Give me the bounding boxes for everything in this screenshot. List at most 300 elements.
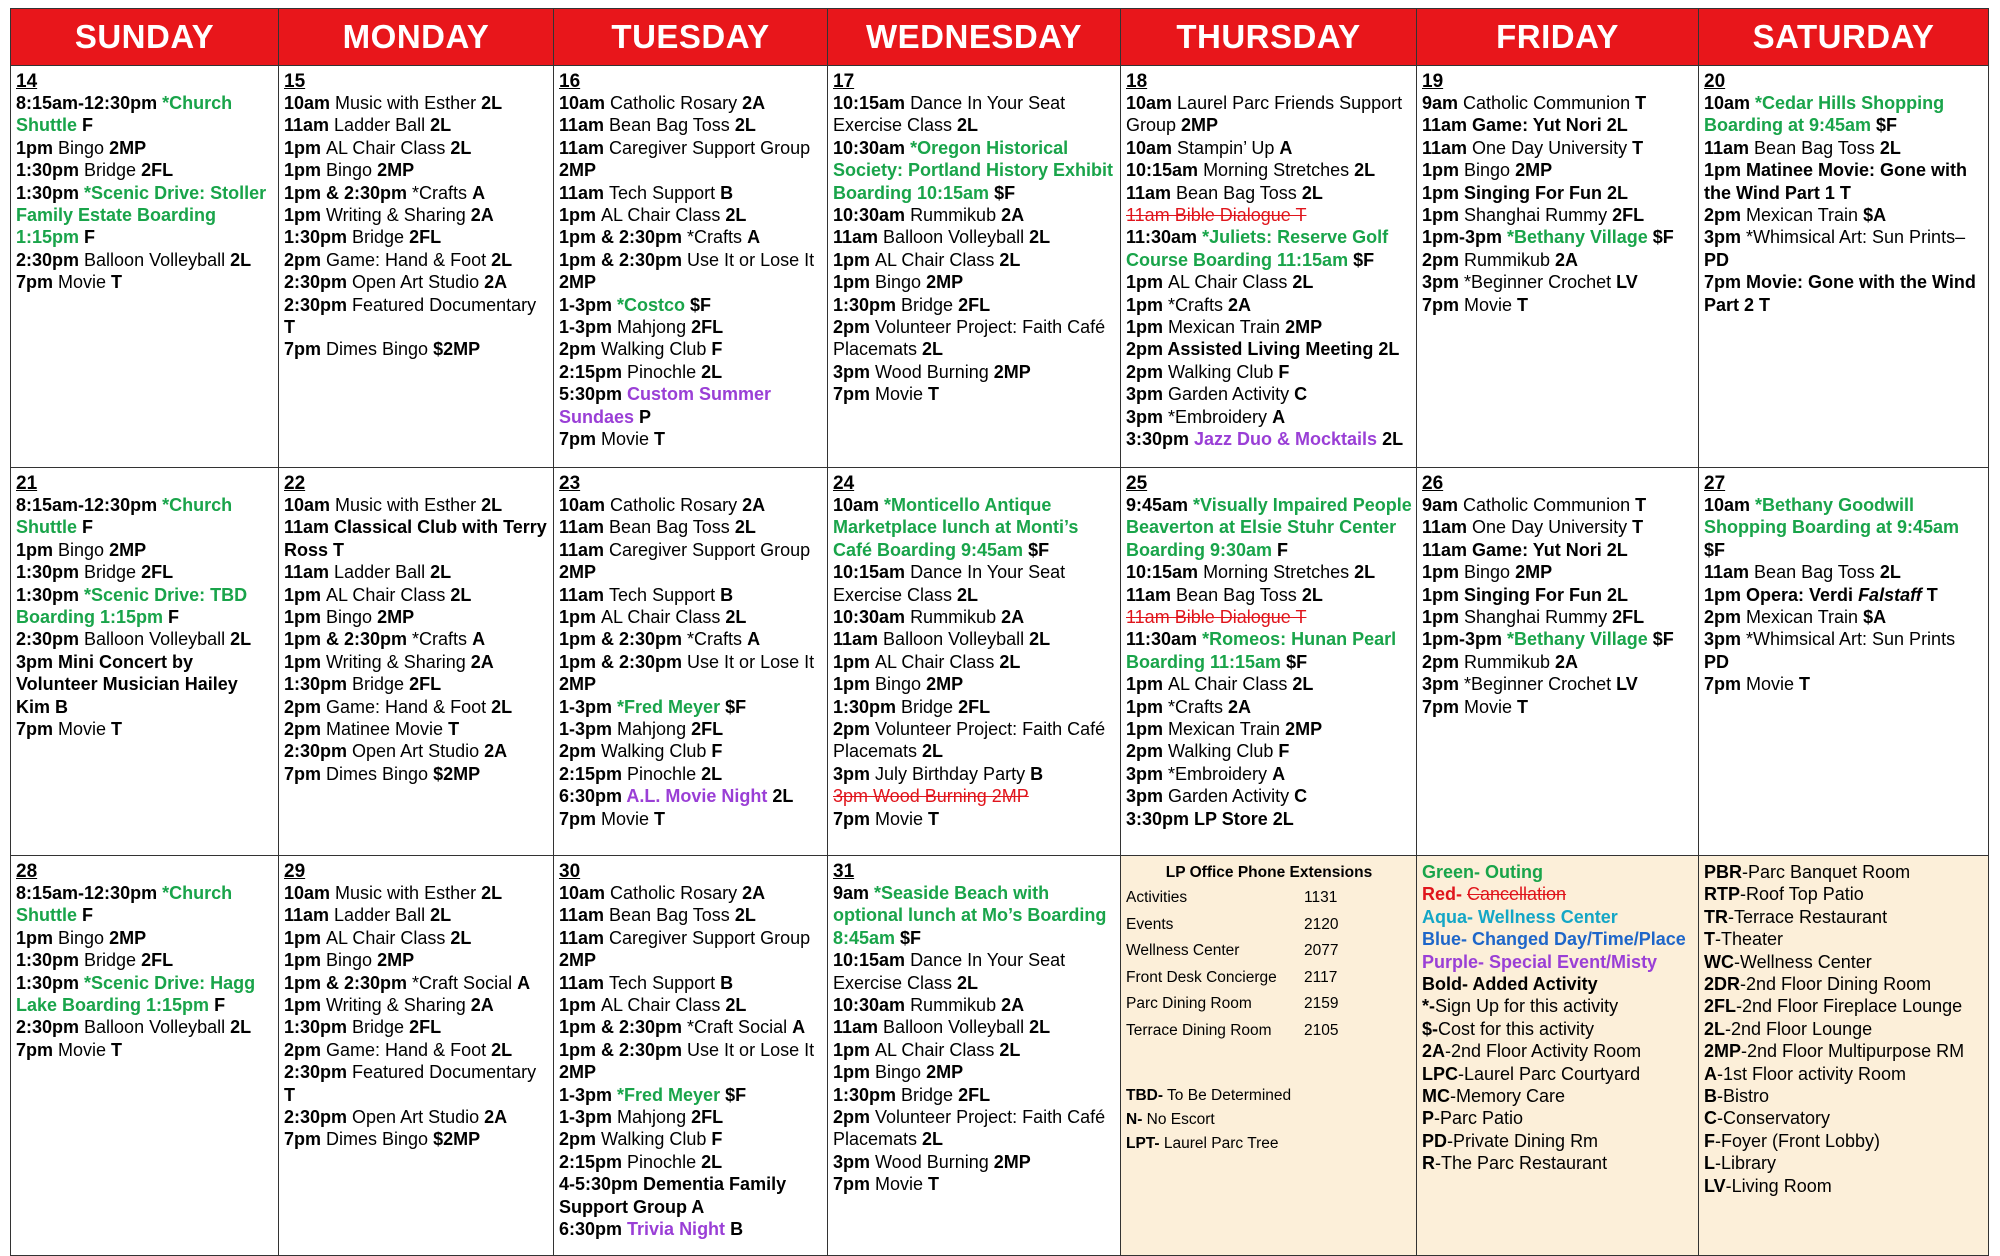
extension-number: 2159: [1304, 995, 1339, 1012]
event-line: [16, 882, 274, 927]
text-segment: 2pm Assisted Living Meeting 2L: [1126, 339, 1400, 360]
text-segment: 1pm: [284, 607, 327, 628]
day-number: 31: [833, 861, 855, 882]
text-segment: *Church Shuttle: [16, 93, 233, 136]
text-segment: 2L: [430, 562, 452, 583]
text-segment: 2MP: [377, 950, 415, 971]
text-segment: Bingo: [875, 1062, 927, 1083]
text-segment: Tech Support: [609, 972, 721, 993]
text-segment: F: [1704, 1130, 1715, 1151]
text-segment: F: [82, 905, 93, 926]
text-segment: Mexican Train: [1746, 205, 1864, 226]
event-line: [1422, 651, 1694, 673]
text-segment: Bingo: [58, 927, 110, 948]
text-segment: Stampin’ Up: [1177, 137, 1280, 158]
text-segment: 1-3pm: [559, 719, 618, 740]
text-segment: Movie: [58, 1039, 112, 1060]
text-segment: 1pm & 2:30pm: [559, 227, 688, 248]
text-segment: T: [111, 719, 123, 740]
text-segment: -2nd Floor Fireplace Lounge: [1736, 996, 1963, 1017]
text-segment: -Private Dining Rm: [1447, 1130, 1599, 1151]
day-cell: [11, 66, 279, 468]
weekday-header-row: [11, 9, 1989, 66]
text-segment: B: [720, 182, 734, 203]
event-line: [559, 994, 823, 1016]
extension-number: 2120: [1304, 915, 1339, 933]
event-line: [284, 696, 549, 718]
text-segment: R: [1422, 1153, 1435, 1174]
event-line: [1126, 584, 1412, 606]
event-line: [284, 927, 549, 949]
event-line: [16, 159, 274, 181]
text-segment: Bingo: [1464, 562, 1516, 583]
event-line: [559, 628, 823, 650]
text-segment: T: [284, 1084, 295, 1105]
text-segment: 2MP: [559, 950, 597, 971]
text-segment: Pinochle: [627, 361, 702, 382]
text-segment: 3pm: [1126, 406, 1169, 427]
color-key-panel: [1417, 856, 1699, 1256]
legend-item: [1422, 1063, 1694, 1085]
header-thursday: THURSDAY: [1121, 9, 1417, 66]
event-line: [1126, 182, 1412, 204]
event-line: [1126, 338, 1412, 360]
extension-name: Front Desk Concierge: [1126, 968, 1277, 986]
text-segment: 2pm: [1422, 651, 1465, 672]
text-segment: 11am: [1704, 137, 1755, 158]
text-segment: 2A: [470, 205, 494, 226]
event-line: [833, 137, 1116, 204]
text-segment: 1pm: [284, 950, 327, 971]
extension-row: [1126, 965, 1412, 992]
event-line: [1422, 294, 1694, 316]
text-segment: -1st Floor activity Room: [1717, 1063, 1907, 1084]
text-segment: 7pm Movie: Gone with the Wind Part 2 T: [1704, 272, 1976, 315]
text-segment: 2L: [450, 137, 472, 158]
text-segment: 1pm: [284, 651, 327, 672]
text-segment: WC: [1704, 951, 1734, 972]
text-segment: F: [711, 1129, 723, 1150]
text-segment: 2FL: [409, 1017, 442, 1038]
text-segment: 11am: [559, 517, 610, 538]
text-segment: 10am: [559, 883, 611, 903]
text-segment: 2MP: [1285, 317, 1323, 338]
event-line: [284, 1106, 549, 1128]
text-segment: 3pm: [1422, 272, 1465, 293]
event-line: [284, 182, 549, 204]
text-segment: 2MP: [109, 927, 147, 948]
text-segment: 1pm & 2:30pm: [559, 1017, 688, 1038]
text-segment: 2L: [1354, 160, 1376, 181]
text-segment: 2L: [481, 495, 503, 515]
text-segment: T: [1635, 495, 1647, 515]
text-segment: 11am: [284, 562, 335, 583]
text-segment: -2nd Floor Lounge: [1725, 1018, 1873, 1039]
legend-item: [1422, 1040, 1694, 1062]
text-segment: *Embroidery: [1168, 406, 1273, 427]
text-segment: F: [1277, 539, 1289, 560]
event-line: [833, 673, 1116, 695]
event-line: [559, 904, 823, 926]
text-segment: 2MP: [1704, 1041, 1742, 1062]
day-cell: [11, 468, 279, 856]
event-line: [16, 494, 274, 539]
text-segment: *Church Shuttle: [16, 883, 233, 926]
text-segment: *Fred Meyer: [617, 1084, 726, 1105]
event-line: [1704, 271, 1984, 316]
text-segment: 8:15am-12:30pm: [16, 93, 163, 113]
event-line: [284, 92, 549, 114]
text-segment: Featured Documentary: [352, 294, 537, 315]
event-line: [559, 1016, 823, 1038]
text-segment: Music with Esther: [335, 495, 482, 515]
text-segment: 2L: [1382, 429, 1404, 450]
text-segment: 2L: [1704, 1018, 1726, 1039]
event-line: [833, 1084, 1116, 1106]
event-line: [16, 584, 274, 629]
text-segment: 2MP: [993, 1151, 1031, 1172]
text-segment: 2MP: [109, 539, 147, 560]
text-segment: 1pm: [1422, 160, 1465, 181]
legend-item: [1422, 973, 1694, 995]
legend-item: [1704, 1085, 1984, 1107]
text-segment: 11am Bible Dialogue T: [1126, 607, 1307, 628]
text-segment: 1:30pm: [284, 227, 353, 248]
text-segment: B: [730, 1219, 744, 1240]
text-segment: Bridge: [352, 674, 410, 695]
text-segment: 7pm: [16, 1039, 59, 1060]
day-number: 18: [1126, 71, 1148, 92]
text-segment: 10:15am: [833, 950, 911, 971]
text-segment: $F: [1028, 539, 1050, 560]
day-number: 25: [1126, 473, 1148, 494]
text-segment: Morning Stretches: [1203, 160, 1355, 181]
event-line: [833, 249, 1116, 271]
text-segment: Bean Bag Toss: [1176, 182, 1302, 203]
day-number: 19: [1422, 71, 1444, 92]
text-segment: 1pm & 2:30pm: [284, 629, 413, 650]
event-line: [1422, 606, 1694, 628]
text-segment: Writing & Sharing: [326, 995, 471, 1016]
event-line: [559, 137, 823, 182]
text-segment: B: [1704, 1086, 1717, 1107]
event-line: [1126, 808, 1412, 830]
text-segment: Bingo: [1464, 160, 1516, 181]
text-segment: 3pm: [1126, 786, 1169, 807]
text-segment: 11:30am: [1126, 227, 1203, 248]
text-segment: 2MP: [559, 272, 597, 293]
text-segment: 3pm Mini Concert by Volunteer Musician Hailey Kim B: [16, 651, 238, 717]
text-segment: Purple- Special Event/Misty: [1422, 951, 1658, 972]
text-segment: F: [84, 227, 96, 248]
event-line: [284, 882, 549, 904]
event-line: [833, 361, 1116, 383]
text-segment: One Day University: [1472, 517, 1633, 538]
event-line: [1422, 114, 1694, 136]
text-segment: 2pm: [833, 1107, 876, 1128]
text-segment: 2L: [725, 205, 747, 226]
text-segment: 2L: [999, 1039, 1021, 1060]
text-segment: Volunteer Project: Faith Café Placemats: [833, 719, 1106, 762]
text-segment: 3pm Wood Burning 2MP: [833, 786, 1029, 807]
text-segment: 2L: [1029, 227, 1051, 248]
text-segment: $F: [1704, 539, 1726, 560]
text-segment: Catholic Communion: [1463, 495, 1636, 515]
text-segment: TR: [1704, 906, 1728, 927]
event-line: [1126, 718, 1412, 740]
text-segment: 7pm: [16, 272, 59, 293]
text-segment: 9am: [1422, 495, 1464, 515]
text-segment: 2L: [999, 651, 1021, 672]
text-segment: 1:30pm: [833, 294, 902, 315]
day-cell: [1121, 66, 1417, 468]
text-segment: 11am: [1126, 584, 1177, 605]
event-line: [284, 338, 549, 360]
text-segment: *Whimsical Art: Sun Prints–: [1746, 227, 1966, 248]
text-segment: 2pm: [1126, 361, 1169, 382]
text-segment: Open Art Studio: [352, 741, 485, 762]
event-line: [1422, 516, 1694, 538]
text-segment: -Living Room: [1725, 1175, 1832, 1196]
event-line: [833, 226, 1116, 248]
text-segment: T: [928, 1174, 940, 1195]
text-segment: 2L: [701, 1151, 723, 1172]
text-segment: LPC: [1422, 1063, 1458, 1084]
text-segment: 11am: [1422, 137, 1473, 158]
event-line: [1126, 92, 1412, 137]
text-segment: 2pm: [284, 719, 327, 740]
text-segment: 2:30pm: [284, 1107, 353, 1128]
event-line: [1704, 606, 1984, 628]
text-segment: 11am Bible Dialogue T: [1126, 205, 1307, 226]
text-segment: T: [654, 429, 666, 450]
text-segment: Wood Burning: [875, 1151, 994, 1172]
event-line: [833, 294, 1116, 316]
text-segment: 2MP: [559, 1062, 597, 1083]
text-segment: Movie: [1464, 294, 1518, 315]
text-segment: 2FL: [958, 696, 991, 717]
text-segment: 8:15am-12:30pm: [16, 883, 163, 903]
text-segment: B: [1030, 763, 1044, 784]
extension-name: Wellness Center: [1126, 942, 1240, 959]
event-line: [284, 740, 549, 762]
abbreviation-list: [1126, 1084, 1412, 1157]
text-segment: 2L: [701, 763, 723, 784]
extension-name: Terrace Dining Room: [1126, 1021, 1272, 1039]
text-segment: Walking Club: [1168, 361, 1279, 382]
text-segment: 2pm: [833, 317, 876, 338]
text-segment: 1-3pm: [559, 317, 618, 338]
event-line: [1422, 204, 1694, 226]
text-segment: -Roof Top Patio: [1740, 884, 1864, 905]
event-line: [559, 584, 823, 606]
text-segment: F: [82, 115, 93, 136]
legend-item: [1704, 861, 1984, 883]
event-line: [559, 294, 823, 316]
text-segment: 2A: [742, 495, 766, 515]
text-segment: 2L: [230, 629, 252, 650]
text-segment: Writing & Sharing: [326, 205, 471, 226]
extension-name: Events: [1126, 915, 1174, 933]
event-line: [833, 204, 1116, 226]
text-segment: 11am: [284, 115, 335, 136]
day-cell: [1699, 468, 1989, 856]
text-segment: T: [1517, 696, 1529, 717]
text-segment: 10am: [559, 495, 611, 515]
text-segment: One Day University: [1472, 137, 1633, 158]
event-line: [833, 383, 1116, 405]
text-segment: C: [1704, 1108, 1717, 1129]
text-segment: 11am: [559, 115, 610, 136]
legend-item: [1704, 995, 1984, 1017]
text-segment: Bridge: [901, 1084, 959, 1105]
text-segment: -Conservatory: [1717, 1108, 1831, 1129]
text-segment: Balloon Volleyball: [84, 1017, 231, 1038]
text-segment: 9am: [833, 883, 875, 903]
text-segment: 2L: [772, 786, 794, 807]
event-line: [1422, 159, 1694, 181]
text-segment: Laurel Parc Friends Support Group: [1126, 93, 1403, 136]
text-segment: 1pm & 2:30pm: [559, 651, 688, 672]
event-line: [1126, 785, 1412, 807]
text-segment: Pinochle: [627, 1151, 702, 1172]
legend-item: [1704, 928, 1984, 950]
text-segment: Jazz Duo & Mocktails: [1194, 429, 1383, 450]
event-line: [1126, 271, 1412, 293]
text-segment: 1-3pm: [559, 1084, 618, 1105]
text-segment: 11am Game: Yut Nori 2L: [1422, 539, 1628, 560]
event-line: [1422, 226, 1694, 248]
text-segment: 1pm: [833, 249, 876, 270]
event-line: [559, 696, 823, 718]
text-segment: 10am: [284, 883, 336, 903]
text-segment: 2MP: [559, 160, 597, 181]
event-line: [1126, 740, 1412, 762]
text-segment: 1pm-3pm: [1422, 629, 1508, 650]
text-segment: 2L: [734, 905, 756, 926]
text-segment: T: [928, 808, 940, 829]
abbreviation-item: [1126, 1084, 1412, 1108]
text-segment: A: [1704, 1063, 1717, 1084]
text-segment: 1pm Opera: Verdi: [1704, 584, 1859, 605]
extension-row: [1126, 938, 1412, 965]
text-segment: Use It or Lose It: [687, 1039, 815, 1060]
text-segment: 1pm: [284, 995, 327, 1016]
text-segment: 3pm: [833, 1151, 876, 1172]
text-segment: Bean Bag Toss: [1176, 584, 1302, 605]
event-line: [1126, 763, 1412, 785]
text-segment: 10:15am: [1126, 160, 1204, 181]
event-line: [559, 361, 823, 383]
text-segment: 1pm: [284, 205, 327, 226]
text-segment: *Scenic Drive: Hagg Lake Boarding 1:15pm: [16, 972, 256, 1016]
text-segment: Walking Club: [1168, 741, 1279, 762]
text-segment: -Parc Patio: [1434, 1108, 1524, 1129]
text-segment: Movie: [601, 808, 655, 829]
text-segment: *Crafts: [687, 629, 748, 650]
event-line: [284, 651, 549, 673]
event-line: [284, 159, 549, 181]
text-segment: 1pm: [1422, 205, 1465, 226]
text-segment: Shanghai Rummy: [1464, 607, 1613, 628]
text-segment: 11am: [833, 227, 884, 248]
text-segment: 2MP: [559, 562, 597, 583]
text-segment: 1pm: [833, 272, 876, 293]
text-segment: Dimes Bingo: [326, 1129, 434, 1150]
text-segment: Shanghai Rummy: [1464, 205, 1613, 226]
text-segment: MC: [1422, 1086, 1450, 1107]
day-cell: [1121, 468, 1417, 856]
text-segment: Caregiver Support Group: [609, 137, 811, 158]
text-segment: 11am: [559, 539, 610, 560]
text-segment: 1pm: [284, 927, 327, 948]
text-segment: 7pm: [1422, 696, 1465, 717]
event-line: [1422, 182, 1694, 204]
extension-row: [1126, 912, 1412, 939]
text-segment: 1pm & 2:30pm: [559, 629, 688, 650]
text-segment: 2L: [1292, 272, 1314, 293]
text-segment: Green- Outing: [1422, 862, 1543, 882]
day-cell: [554, 66, 828, 468]
event-line: [559, 718, 823, 740]
event-line: [559, 882, 823, 904]
text-segment: *Visually Impaired People Beaverton at Elsie Stuhr Center Boarding 9:30am: [1126, 495, 1412, 560]
event-line: [559, 539, 823, 584]
event-line: [16, 92, 274, 137]
event-line: [559, 1173, 823, 1218]
text-segment: 6:30pm: [559, 1219, 628, 1240]
event-line: [833, 561, 1116, 606]
event-line: [1126, 383, 1412, 405]
event-line: [284, 226, 549, 248]
text-segment: Balloon Volleyball: [883, 227, 1030, 248]
event-line: [1704, 673, 1984, 695]
text-segment: $F: [1876, 115, 1898, 136]
event-line: [833, 949, 1116, 994]
text-segment: 2MP: [377, 160, 415, 181]
text-segment: Mahjong: [617, 317, 692, 338]
day-cell: [828, 856, 1121, 1256]
event-line: [284, 972, 549, 994]
header-monday: MONDAY: [279, 9, 554, 66]
extension-number: 2077: [1304, 942, 1339, 959]
legend-item: [1422, 883, 1694, 905]
text-segment: Tech Support: [609, 182, 721, 203]
text-segment: Bridge: [352, 227, 410, 248]
event-line: [16, 271, 274, 293]
event-line: [1126, 628, 1412, 673]
day-number: 28: [16, 861, 38, 882]
text-segment: PBR: [1704, 862, 1743, 882]
text-segment: -Library: [1715, 1153, 1777, 1174]
text-segment: 11am Game: Yut Nori 2L: [1422, 115, 1628, 136]
event-line: [1704, 137, 1984, 159]
text-segment: 11am: [833, 629, 884, 650]
text-segment: P: [1422, 1108, 1435, 1129]
text-segment: Rummikub: [910, 607, 1002, 628]
header-saturday: SATURDAY: [1699, 9, 1989, 66]
text-segment: 7pm: [1704, 674, 1747, 695]
text-segment: No Escort: [1142, 1111, 1215, 1129]
text-segment: 1pm: [833, 674, 876, 695]
text-segment: Walking Club: [601, 1129, 712, 1150]
text-segment: 3pm: [1126, 763, 1169, 784]
text-segment: 1pm Matinee Movie: Gone with the Wind Part 1 T: [1704, 160, 1968, 203]
text-segment: $A: [1863, 607, 1887, 628]
text-segment: Movie: [601, 429, 655, 450]
text-segment: 2:30pm: [284, 741, 353, 762]
text-segment: Walking Club: [601, 741, 712, 762]
